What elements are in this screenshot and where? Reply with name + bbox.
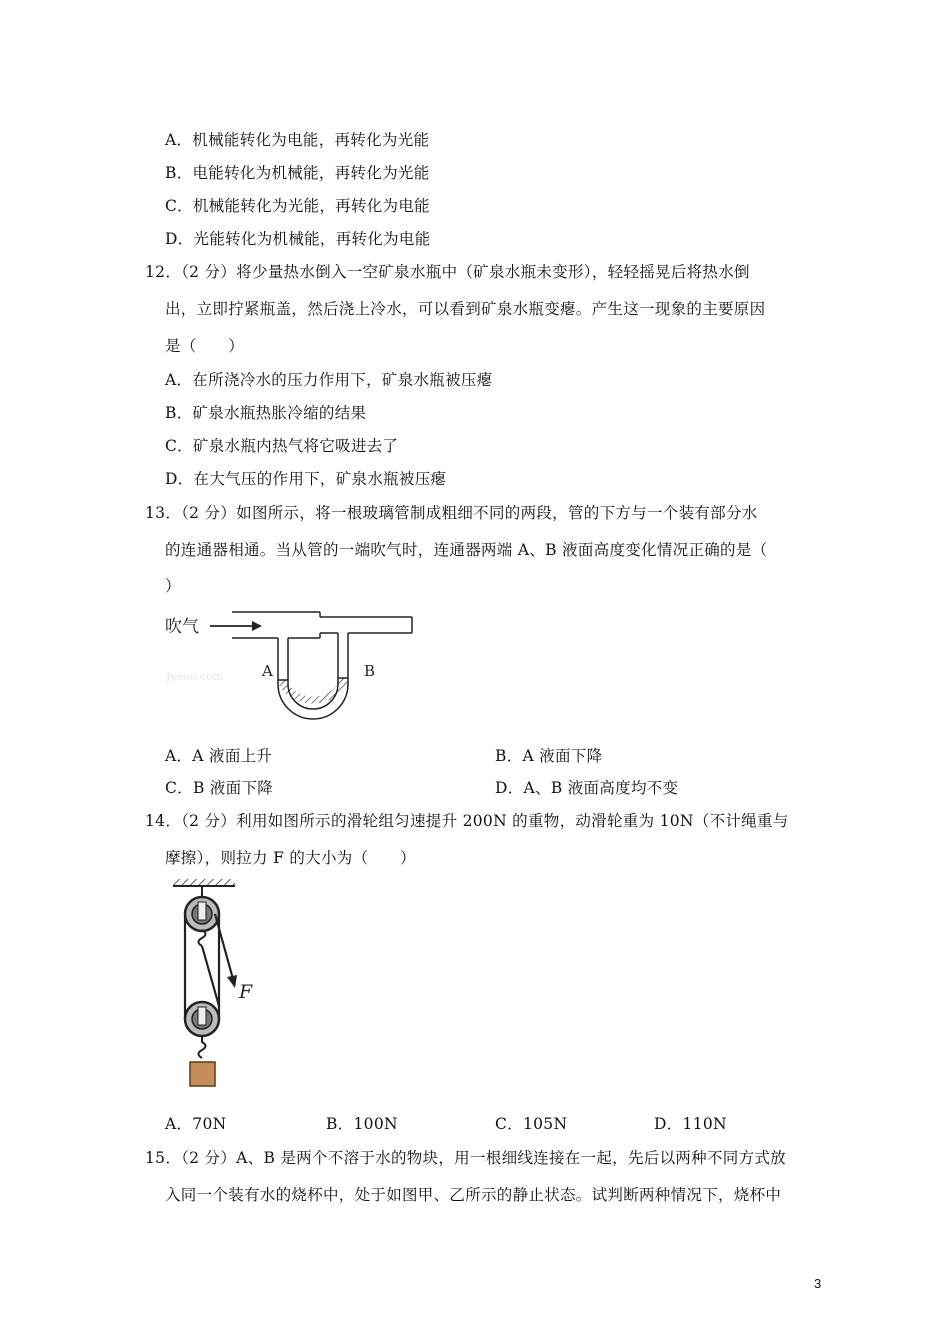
q13-option-d: D．A、B 液面高度均不变 [495, 779, 679, 797]
q13-stem-line-3: ） [165, 577, 181, 595]
q13-option-b: B．A 液面下降 [495, 747, 603, 765]
label-b: B [364, 662, 376, 680]
q12-option-b: B．矿泉水瓶热胀冷缩的结果 [165, 404, 367, 422]
q13-option-c: C．B 液面下降 [165, 779, 274, 797]
watermark: Jyeoo.com [166, 670, 223, 683]
q14-pulley-figure [165, 876, 275, 1091]
fixed-pulley-icon [185, 897, 219, 931]
q14-stem-line-2: 摩擦），则拉力 F 的大小为（ ） [165, 849, 416, 867]
blow-arrow-icon [210, 621, 262, 631]
blow-label: 吹气 [165, 617, 199, 637]
label-a: A [262, 662, 273, 680]
q12-stem-line-3: 是（ ） [165, 337, 245, 355]
q11-option-a: A．机械能转化为电能，再转化为光能 [165, 131, 430, 149]
q15-stem-line-1: 15．（2 分）A、B 是两个不溶于水的物块，用一根细线连接在一起，先后以两种不同方式放 [145, 1149, 786, 1167]
weight-block [190, 1062, 215, 1086]
q11-option-d: D．光能转化为机械能，再转化为电能 [165, 230, 431, 248]
q15-stem-line-2: 入同一个装有水的烧杯中，处于如图甲、乙所示的静止状态。试判断两种情况下，烧杯中 [165, 1186, 782, 1204]
q13-stem-line-2: 的连通器相通。当从管的一端吹气时，连通器两端 A、B 液面高度变化情况正确的是（ [165, 541, 768, 559]
page-number: 3 [814, 1276, 822, 1291]
q14-option-b: B．100N [326, 1115, 398, 1133]
q14-stem-line-1: 14．（2 分）利用如图所示的滑轮组匀速提升 200N 的重物，动滑轮重为 10N（不计绳重与 [145, 812, 789, 830]
q11-option-c: C．机械能转化为光能，再转化为电能 [165, 197, 430, 215]
force-label: F [239, 981, 253, 1003]
q13-figure [160, 600, 430, 735]
u-tube-connector [278, 633, 348, 719]
q14-option-d: D．110N [654, 1115, 727, 1133]
lower-hook-icon [199, 1036, 206, 1058]
q14-option-c: C．105N [495, 1115, 568, 1133]
q12-option-d: D．在大气压的作用下，矿泉水瓶被压瘪 [165, 470, 447, 488]
q12-stem-line-1: 12．（2 分）将少量热水倒入一空矿泉水瓶中（矿泉水瓶未变形），轻轻摇晃后将热水倒 [145, 263, 750, 281]
q12-stem-line-2: 出，立即拧紧瓶盖，然后浇上冷水，可以看到矿泉水瓶变瘪。产生这一现象的主要原因 [165, 300, 766, 318]
q12-option-a: A．在所浇冷水的压力作用下，矿泉水瓶被压瘪 [165, 371, 493, 389]
ceiling [173, 879, 235, 886]
q14-option-a: A．70N [165, 1115, 227, 1133]
force-arrow-icon [227, 975, 237, 988]
movable-pulley-icon [185, 1002, 219, 1036]
q12-option-c: C．矿泉水瓶内热气将它吸进去了 [165, 437, 399, 455]
hook-icon [199, 930, 206, 946]
q13-option-a: A．A 液面上升 [165, 747, 273, 765]
q13-stem-line-1: 13．（2 分）如图所示，将一根玻璃管制成粗细不同的两段，管的下方与一个装有部分水 [145, 504, 758, 522]
q11-option-b: B．电能转化为机械能，再转化为光能 [165, 164, 430, 182]
